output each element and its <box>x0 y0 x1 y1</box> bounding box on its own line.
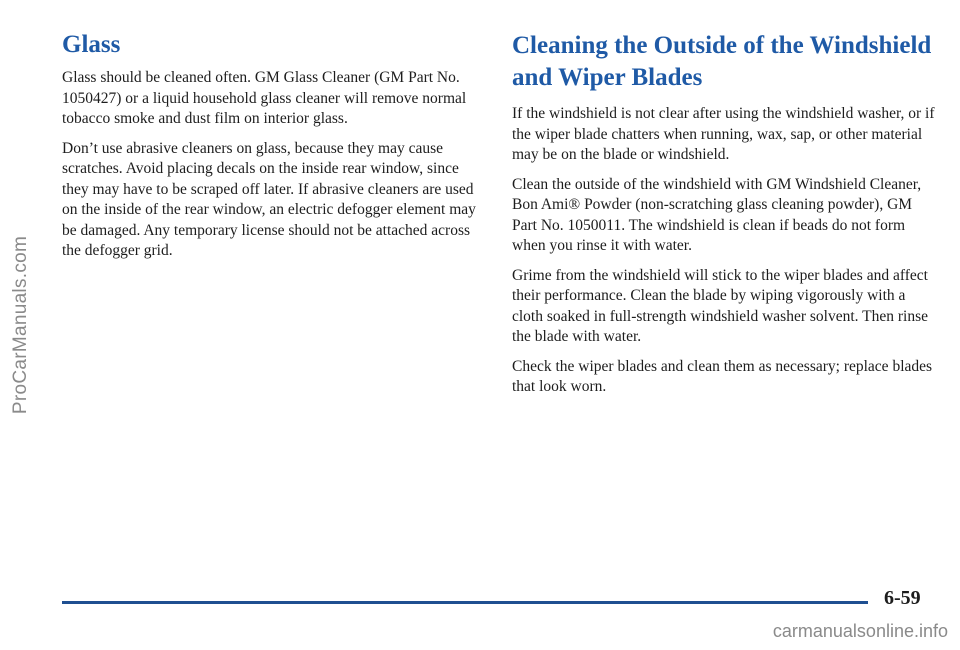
windshield-paragraph: Grime from the windshield will stick to the wiper blades and affect their performance. Clean the blade by wiping vigorously with a cloth soaked in full-strength windshield washer solvent. Then rinse the blade with water. <box>512 266 928 345</box>
bottom-watermark: carmanualsonline.info <box>772 621 948 641</box>
windshield-paragraph: If the windshield is not clear after using the windshield washer, or if the wiper blade chatters when running, wax, sap, or other material may be on the blade or windshield. <box>512 105 935 163</box>
windshield-heading: Cleaning the Outside of the Windshield and Wiper Blades <box>512 32 932 91</box>
glass-paragraph: Don’t use abrasive cleaners on glass, because they may cause scratches. Avoid placing decals on the inside rear window, since they may have to be scraped off later. If abrasive cleaners are used on the inside of the rear window, an electric defogger element may be damaged. Any temporary license should not be attached across the defogger grid. <box>62 139 476 259</box>
windshield-section <box>512 30 937 407</box>
page-number: 6-59 <box>884 587 921 609</box>
windshield-paragraph: Clean the outside of the windshield with GM Windshield Cleaner, Bon Ami® Powder (non-scratching glass cleaning powder), GM Part No. 1050011. The windshield is clean if beads do not form when you rinse it with water. <box>512 175 922 254</box>
glass-section <box>62 30 482 271</box>
side-watermark <box>4 0 38 650</box>
glass-heading: Glass <box>62 31 121 58</box>
side-watermark-text: ProCarManuals.com <box>10 235 31 415</box>
windshield-paragraph: Check the wiper blades and clean them as necessary; replace blades that look worn. <box>512 357 933 395</box>
footer-rule <box>62 601 868 604</box>
glass-paragraph: Glass should be cleaned often. GM Glass Cleaner (GM Part No. 1050427) or a liquid household glass cleaner will remove normal tobacco smoke and dust film on interior glass. <box>62 69 467 127</box>
